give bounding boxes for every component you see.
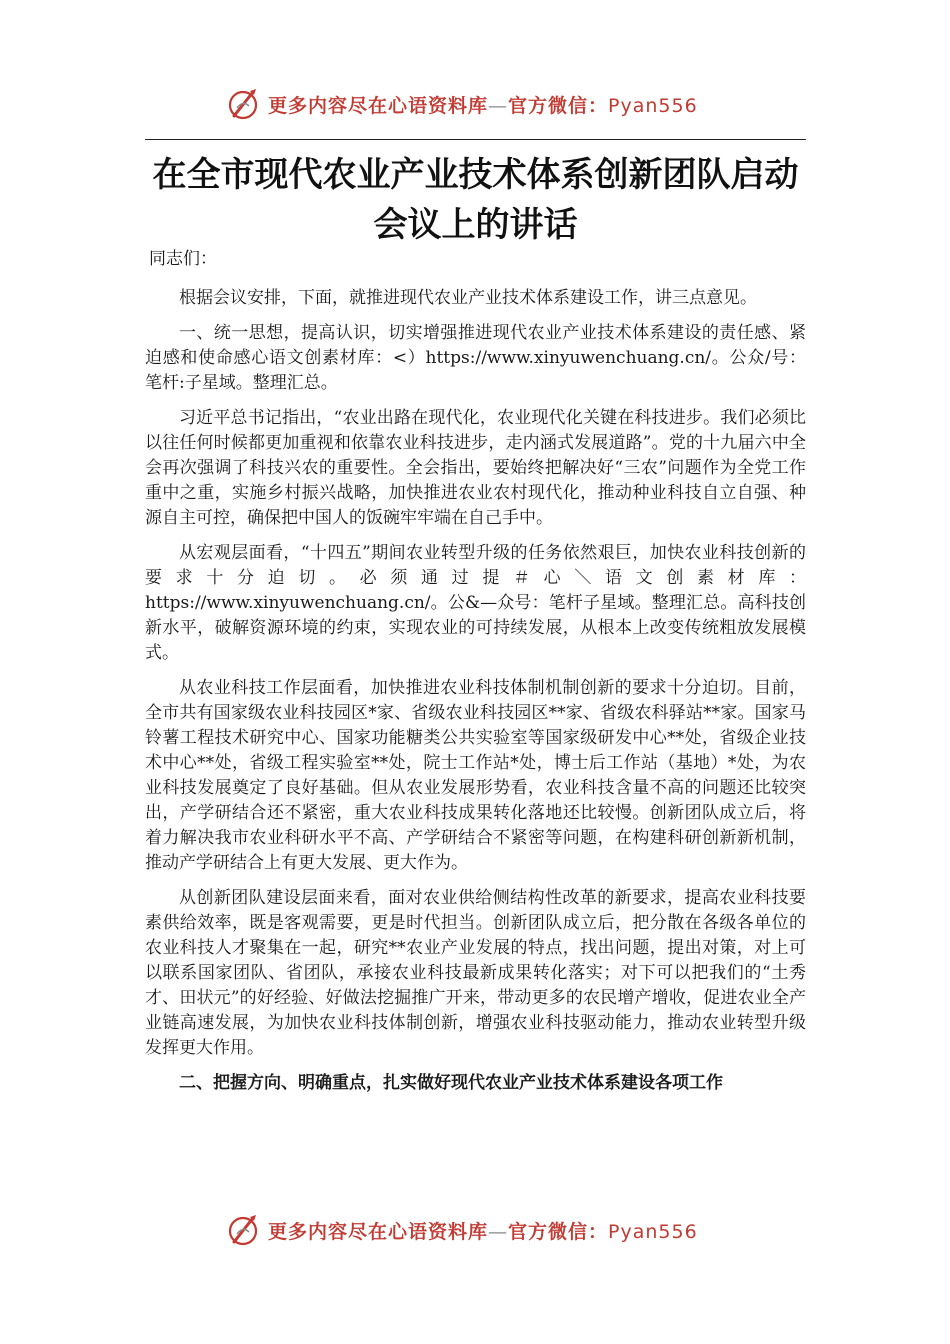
banner-handle: Pyan556 (608, 1220, 698, 1243)
footer-watermark-banner (226, 1210, 746, 1250)
document-body (145, 247, 806, 1106)
banner-handle: Pyan556 (608, 94, 698, 117)
banner-text: 更多内容尽在心语资料库 (268, 1220, 489, 1243)
document-title: 在全市现代农业产业技术体系创新团队启动会议上的讲话 (152, 155, 799, 245)
banner-separator: — (488, 94, 509, 117)
brush-logo-icon (226, 1212, 262, 1248)
paragraph: 根据会议安排，下面，就推进现代农业产业技术体系建设工作，讲三点意见。 (179, 288, 757, 308)
paragraph: 习近平总书记指出，“农业出路在现代化，农业现代化关键在科技进步。我们必须比以往任何时候都更加重视和依靠农业科技进步，走内涵式发展道路”。党的十九届六中全会再次强调了科技兴农的重要性。全会指出，要始终把解决好“三农”问题作为全党工作重中之重，实施乡村振兴战略，加快推进农业农村现代化，推动种业科技自立自强、种源自主可控，确保把中国人的饭碗牢牢端在自己手中。 (145, 408, 806, 528)
paragraph: 一、统一思想，提高认识，切实增强推进现代农业产业技术体系建设的责任感、紧迫感和使命感心语文创素材库：<）https://www.xinyuwenchuang.cn/。公众/号：笔杆:子星域。整理汇总。 (145, 323, 806, 393)
header-divider (145, 139, 806, 140)
banner-text: 更多内容尽在心语资料库 (268, 94, 489, 117)
banner-contact-label: 官方微信： (508, 1220, 609, 1243)
paragraph: 从农业科技工作层面看，加快推进农业科技体制机制创新的要求十分迫切。目前，全市共有国家级农业科技园区*家、省级农业科技园区**家、省级农科驿站**家。国家马铃薯工程技术研究中心、国家功能糖类公共实验室等国家级研发中心**处，省级企业技术中心**处，省级工程实验室**处，院士工作站*处，博士后工作站（基地）*处，为农业科技发展奠定了良好基础。但从农业发展形势看，农业科技含量不高的问题还比较突出，产学研结合还不紧密，重大农业科技成果转化落地还比较慢。创新团队成立后，将着力解决我市农业科研水平不高、产学研结合不紧密等问题，在构建科研创新新机制，推动产学研结合上有更大发展、更大作为。 (145, 678, 806, 873)
banner-separator: — (488, 1220, 509, 1243)
paragraph: 从创新团队建设层面来看，面对农业供给侧结构性改革的新要求，提高农业科技要素供给效率，既是客观需要，更是时代担当。创新团队成立后，把分散在各级各单位的农业科技人才聚集在一起，研究**农业产业发展的特点，找出问题，提出对策，对上可以联系国家团队、省团队，承接农业科技最新成果转化落实；对下可以把我们的“土秀才、田状元”的好经验、好做法挖掘推广开来，带动更多的农民增产增收，促进农业全产业链高速发展，为加快农业科技体制创新，增强农业科技驱动能力，推动农业转型升级发挥更大作用。 (145, 888, 806, 1058)
brush-logo-icon (226, 86, 262, 122)
banner-contact-label: 官方微信： (508, 94, 609, 117)
greeting: 同志们： (149, 249, 217, 269)
section-heading: 二、把握方向、明确重点，扎实做好现代农业产业技术体系建设各项工作 (179, 1073, 723, 1093)
paragraph: 从宏观层面看，“十四五”期间农业转型升级的任务依然艰巨，加快农业科技创新的要求十分迫切。必须通过提＃心＼语文创素材库：https://www.xinyuwenchuang.cn/。公&—众号：笔杆子星域。整理汇总。高科技创新水平，破解资源环境的约束，实现农业的可持续发展，从根本上改变传统粗放发展模式。 (145, 543, 806, 663)
header-watermark-banner (226, 84, 746, 124)
